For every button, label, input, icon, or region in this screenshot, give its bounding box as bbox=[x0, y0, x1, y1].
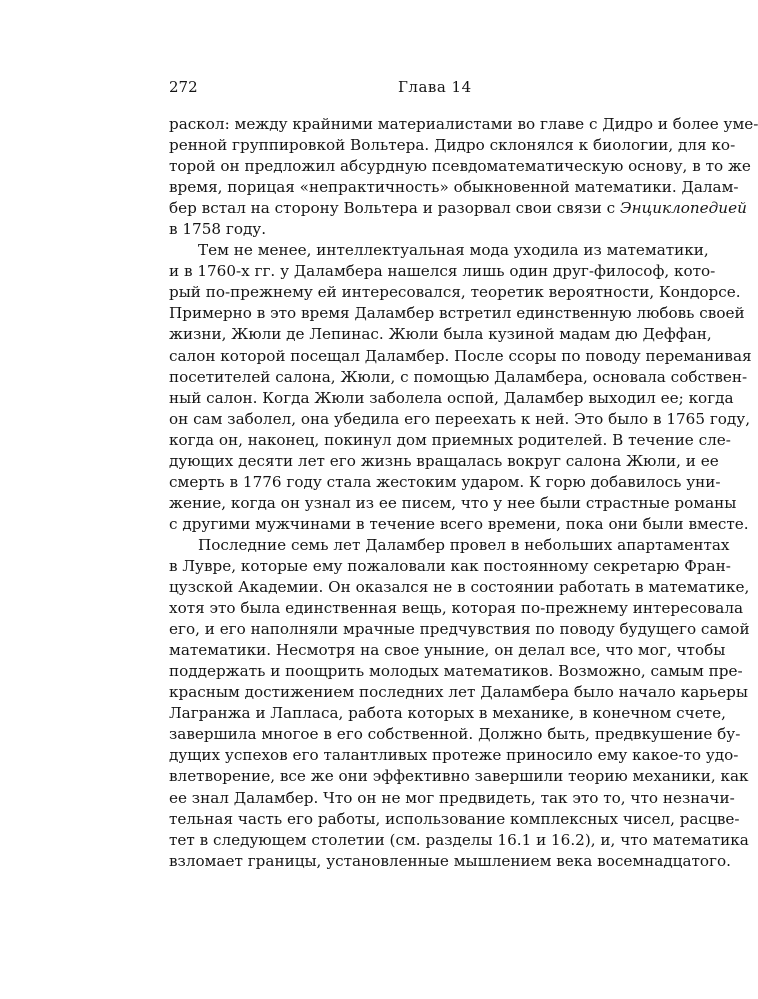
text-segment: завершила многое в его собственной. Должно быть, предвкушение бу- bbox=[169, 725, 741, 744]
text-segment: ее знал Даламбер. Что он не мог предвидеть, так это то, что незначи- bbox=[169, 788, 735, 807]
italic-title: Энциклопедией bbox=[620, 199, 747, 218]
text-segment: раскол: между крайними материалистами во главе с Дидро и более уме- bbox=[169, 115, 758, 133]
text-line bbox=[169, 240, 709, 261]
text-line bbox=[169, 430, 731, 451]
text-line bbox=[169, 830, 749, 851]
text-line bbox=[169, 556, 731, 577]
text-line bbox=[169, 682, 748, 703]
text-segment: взломает границы, установленные мышлением века восемнадцатого. bbox=[169, 851, 731, 870]
text-line bbox=[169, 282, 741, 303]
text-segment: он сам заболел, она убедила его переехать к ней. Это было в 1765 году, bbox=[169, 409, 751, 428]
text-line bbox=[169, 766, 749, 787]
text-segment: тельная часть его работы, использование комплексных чисел, расцве- bbox=[169, 809, 740, 828]
text-segment: смерть в 1776 году стала жестоким ударом. К горю добавилось уни- bbox=[169, 472, 721, 491]
text-line bbox=[169, 409, 751, 430]
text-line bbox=[169, 640, 726, 661]
text-segment: Лагранжа и Лапласа, работа которых в механике, в конечном счете, bbox=[169, 704, 726, 723]
text-line bbox=[169, 788, 735, 809]
text-line bbox=[169, 346, 752, 367]
text-line bbox=[169, 809, 740, 830]
text-segment: бер встал на сторону Вольтера и разорвал свои связи с bbox=[169, 199, 621, 218]
text-line bbox=[169, 303, 745, 324]
text-line bbox=[169, 219, 699, 240]
text-line bbox=[169, 493, 737, 514]
text-segment: салон которой посещал Даламбер. После ссоры по поводу переманивая bbox=[169, 346, 752, 365]
text-segment: и в 1760-х гг. у Даламбера нашелся лишь один друг-философ, кото- bbox=[169, 262, 716, 281]
text-line bbox=[169, 135, 736, 156]
text-segment: жение, когда он узнал из ее писем, что у нее были страстные романы bbox=[169, 493, 737, 512]
text-segment: посетителей салона, Жюли, с помощью Даламбера, основала собствен- bbox=[169, 367, 748, 386]
text-line bbox=[169, 388, 734, 409]
text-segment: Последние семь лет Даламбер провел в небольших апартаментах bbox=[198, 535, 730, 554]
text-line bbox=[169, 324, 712, 345]
text-segment: влетворение, все же они эффективно завершили теорию механики, как bbox=[169, 767, 749, 786]
text-segment: Тем не менее, интеллектуальная мода уходила из математики, bbox=[198, 241, 709, 260]
text-line bbox=[169, 619, 750, 640]
text-line bbox=[169, 535, 730, 556]
text-segment: ный салон. Когда Жюли заболела оспой, Даламбер выходил ее; когда bbox=[169, 388, 734, 407]
text-line bbox=[169, 198, 747, 219]
text-segment: Примерно в это время Даламбер встретил единственную любовь своей bbox=[169, 304, 745, 323]
text-segment: цузской Академии. Он оказался не в состоянии работать в математике, bbox=[169, 578, 750, 597]
text-segment: красным достижением последних лет Даламбера было начало карьеры bbox=[169, 683, 748, 702]
page-header bbox=[169, 78, 699, 100]
text-line bbox=[169, 367, 748, 388]
text-line bbox=[169, 577, 750, 598]
text-segment: математики. Несмотря на свое уныние, он делал все, что мог, чтобы bbox=[169, 641, 726, 660]
text-line bbox=[169, 451, 719, 472]
paragraph bbox=[169, 240, 752, 535]
text-line bbox=[169, 703, 726, 724]
paragraph bbox=[169, 535, 750, 872]
text-segment: жизни, Жюли де Лепинас. Жюли была кузиной мадам дю Деффан, bbox=[169, 325, 712, 344]
text-segment: дующих десяти лет его жизнь вращалась вокруг салона Жюли, и ее bbox=[169, 451, 719, 470]
text-line bbox=[169, 745, 739, 766]
text-line bbox=[169, 156, 751, 177]
text-segment: рый по-прежнему ей интересовался, теоретик вероятности, Кондорсе. bbox=[169, 283, 741, 302]
text-line bbox=[169, 598, 744, 619]
page-number: 272 bbox=[169, 78, 198, 96]
text-segment: его, и его наполняли мрачные предчувствия по поводу будущего самой bbox=[169, 620, 750, 639]
text-line bbox=[169, 261, 716, 282]
text-line bbox=[169, 661, 743, 682]
text-segment: когда он, наконец, покинул дом приемных родителей. В течение сле- bbox=[169, 430, 731, 449]
text-line bbox=[169, 114, 758, 135]
body-text bbox=[169, 114, 758, 872]
text-segment: хотя это была единственная вещь, которая по-прежнему интересовала bbox=[169, 599, 744, 618]
text-line bbox=[169, 177, 739, 198]
text-segment: тет в следующем столетии (см. разделы 16.1 и 16.2), и, что математика bbox=[169, 830, 749, 849]
text-segment: в Лувре, которые ему пожаловали как постоянному секретарю Фран- bbox=[169, 556, 731, 575]
text-line bbox=[169, 851, 731, 872]
text-segment: с другими мужчинами в течение всего времени, пока они были вместе. bbox=[169, 514, 749, 533]
text-line bbox=[169, 514, 749, 535]
text-segment: в 1758 году. bbox=[169, 220, 267, 239]
text-line bbox=[169, 724, 741, 745]
text-segment: время, порицая «непрактичность» обыкновенной математики. Далам- bbox=[169, 178, 739, 197]
text-line bbox=[169, 472, 721, 493]
text-segment: поддержать и поощрить молодых математиков. Возможно, самым пре- bbox=[169, 662, 743, 681]
running-head: Глава 14 bbox=[398, 78, 472, 96]
paragraph bbox=[169, 114, 758, 240]
text-segment: ренной группировкой Вольтера. Дидро склонялся к биологии, для ко- bbox=[169, 136, 736, 155]
text-segment: дущих успехов его талантливых протеже приносило ему какое-то удо- bbox=[169, 746, 739, 765]
text-segment: торой он предложил абсурдную псевдоматематическую основу, в то же bbox=[169, 157, 751, 176]
